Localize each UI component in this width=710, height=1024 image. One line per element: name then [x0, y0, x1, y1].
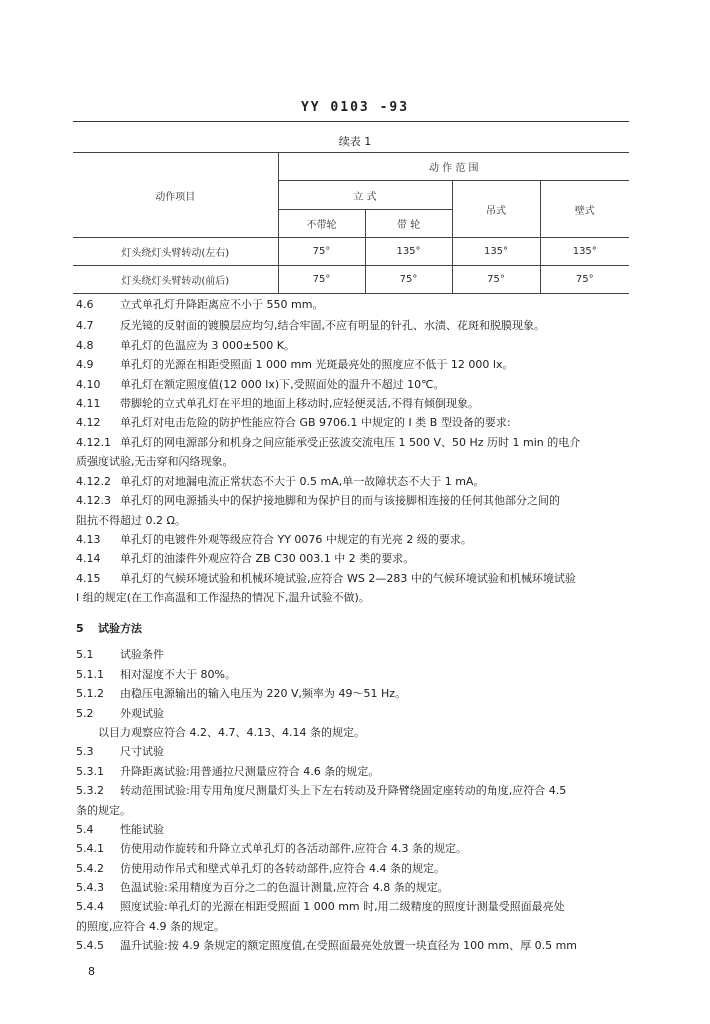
clause-line: 4.14 单孔灯的油漆件外观应符合 ZB C30 003.1 中 2 类的要求。	[76, 552, 415, 565]
clause-continuation: 以目力观察应符合 4.2、4.7、4.13、4.14 条的规定。	[98, 726, 365, 739]
table-row	[73, 238, 629, 266]
row-value: 75°	[452, 266, 540, 294]
clause-line: 5.2 外观试验	[76, 707, 164, 720]
table-caption: 续表 1	[338, 135, 372, 148]
col-wheel: 带 轮	[365, 210, 452, 238]
header-rule	[73, 121, 629, 122]
clause-line: 4.11 带脚轮的立式单孔灯在平坦的地面上移动时,应轻便灵活,不得有倾倒现象。	[76, 397, 479, 410]
clause-line: 4.8 单孔灯的色温应为 3 000±500 K。	[76, 339, 295, 352]
clause-continuation: 条的规定。	[76, 804, 131, 817]
section-heading: 5 试验方法	[76, 622, 142, 635]
row-item: 灯头绕灯头臂转动(左右)	[73, 238, 278, 266]
clause-line: 5.4.5 温升试验:按 4.9 条规定的额定照度值,在受照面最亮处放置一块直径为 100 mm、厚 0.5 mm	[76, 939, 578, 952]
row-header: 动作项目	[73, 153, 278, 238]
clause-line: 4.12 单孔灯对电击危险的防护性能应符合 GB 9706.1 中规定的 I 类 B 型设备的要求:	[76, 416, 511, 429]
page-number: 8	[88, 965, 95, 978]
row-item: 灯头绕灯头臂转动(前后)	[73, 266, 278, 294]
clause-line: 4.12.1 单孔灯的网电源部分和机身之间应能承受正弦波交流电压 1 500 V、50 Hz 历时 1 min 的电介	[76, 436, 581, 449]
clause-line: 5.1.1 相对湿度不大于 80%。	[76, 668, 236, 681]
row-value: 75°	[278, 266, 365, 294]
row-value: 75°	[365, 266, 452, 294]
clause-continuation: I 组的规定(在工作高温和工作湿热的情况下,温升试验不做)。	[76, 591, 370, 604]
clause-continuation: 的照度,应符合 4.9 条的规定。	[76, 920, 225, 933]
clause-line: 5.3.2 转动范围试验:用专用角度尺测量灯头上下左右转动及升降臂绕固定座转动的角度,应符合 4.5	[76, 784, 567, 797]
clause-line: 5.4.4 照度试验:单孔灯的光源在相距受照面 1 000 mm 时,用二级精度的照度计测量受照面最亮处	[76, 900, 565, 913]
motion-range-table	[73, 152, 629, 294]
group-header: 动 作 范 围	[278, 153, 629, 181]
clause-line: 5.4.2 仿使用动作吊式和壁式单孔灯的各转动部件,应符合 4.4 条的规定。	[76, 862, 445, 875]
clause-line: 4.12.2 单孔灯的对地漏电流正常状态不大于 0.5 mA,单一故障状态不大于 1 mA。	[76, 475, 485, 488]
clause-line: 5.4.3 色温试验:采用精度为百分之二的色温计测量,应符合 4.8 条的规定。	[76, 881, 449, 894]
row-value: 135°	[365, 238, 452, 266]
clause-line: 5.1 试验条件	[76, 648, 164, 661]
clause-line: 4.12.3 单孔灯的网电源插头中的保护接地脚和为保护目的而与该接脚相连接的任何其他部分之间的	[76, 494, 560, 507]
clause-line: 4.10 单孔灯在额定照度值(12 000 lx)下,受照面处的温升不超过 10℃。	[76, 378, 445, 391]
standard-code: YY 0103 -93	[300, 100, 410, 115]
col-hanging: 吊式	[452, 181, 540, 238]
clause-line: 5.3.1 升降距离试验:用普通拉尺测量应符合 4.6 条的规定。	[76, 765, 380, 778]
row-value: 75°	[278, 238, 365, 266]
col-no-wheel: 不带轮	[278, 210, 365, 238]
clause-line: 4.13 单孔灯的电镀件外观等级应符合 YY 0076 中规定的有光亮 2 级的要求。	[76, 533, 472, 546]
sub-header-standing: 立 式	[278, 181, 452, 210]
row-value: 75°	[540, 266, 629, 294]
clause-line: 4.15 单孔灯的气候环境试验和机械环境试验,应符合 WS 2—283 中的气候环境试验和机械环境试验	[76, 572, 576, 585]
clause-line: 5.3 尺寸试验	[76, 745, 164, 758]
row-value: 135°	[540, 238, 629, 266]
clause-line: 4.9 单孔灯的光源在相距受照面 1 000 mm 光斑最亮处的照度应不低于 12 000 lx。	[76, 358, 514, 371]
col-wall: 壁式	[540, 181, 629, 238]
row-value: 135°	[452, 238, 540, 266]
clause-line: 5.4.1 仿使用动作旋转和升降立式单孔灯的各活动部件,应符合 4.3 条的规定。	[76, 842, 467, 855]
clause-line: 5.4 性能试验	[76, 823, 164, 836]
clause-continuation: 阻抗不得超过 0.2 Ω。	[76, 514, 186, 527]
clause-line: 4.6 立式单孔灯升降距离应不小于 550 mm。	[76, 298, 324, 311]
table-row	[73, 266, 629, 294]
clause-continuation: 质强度试验,无击穿和闪络现象。	[76, 455, 234, 468]
clause-line: 4.7 反光镜的反射面的镀膜层应均匀,结合牢固,不应有明显的针孔、水渍、花斑和脱膜现象。	[76, 319, 545, 332]
clause-line: 5.1.2 由稳压电源输出的输入电压为 220 V,频率为 49～51 Hz。	[76, 687, 407, 700]
